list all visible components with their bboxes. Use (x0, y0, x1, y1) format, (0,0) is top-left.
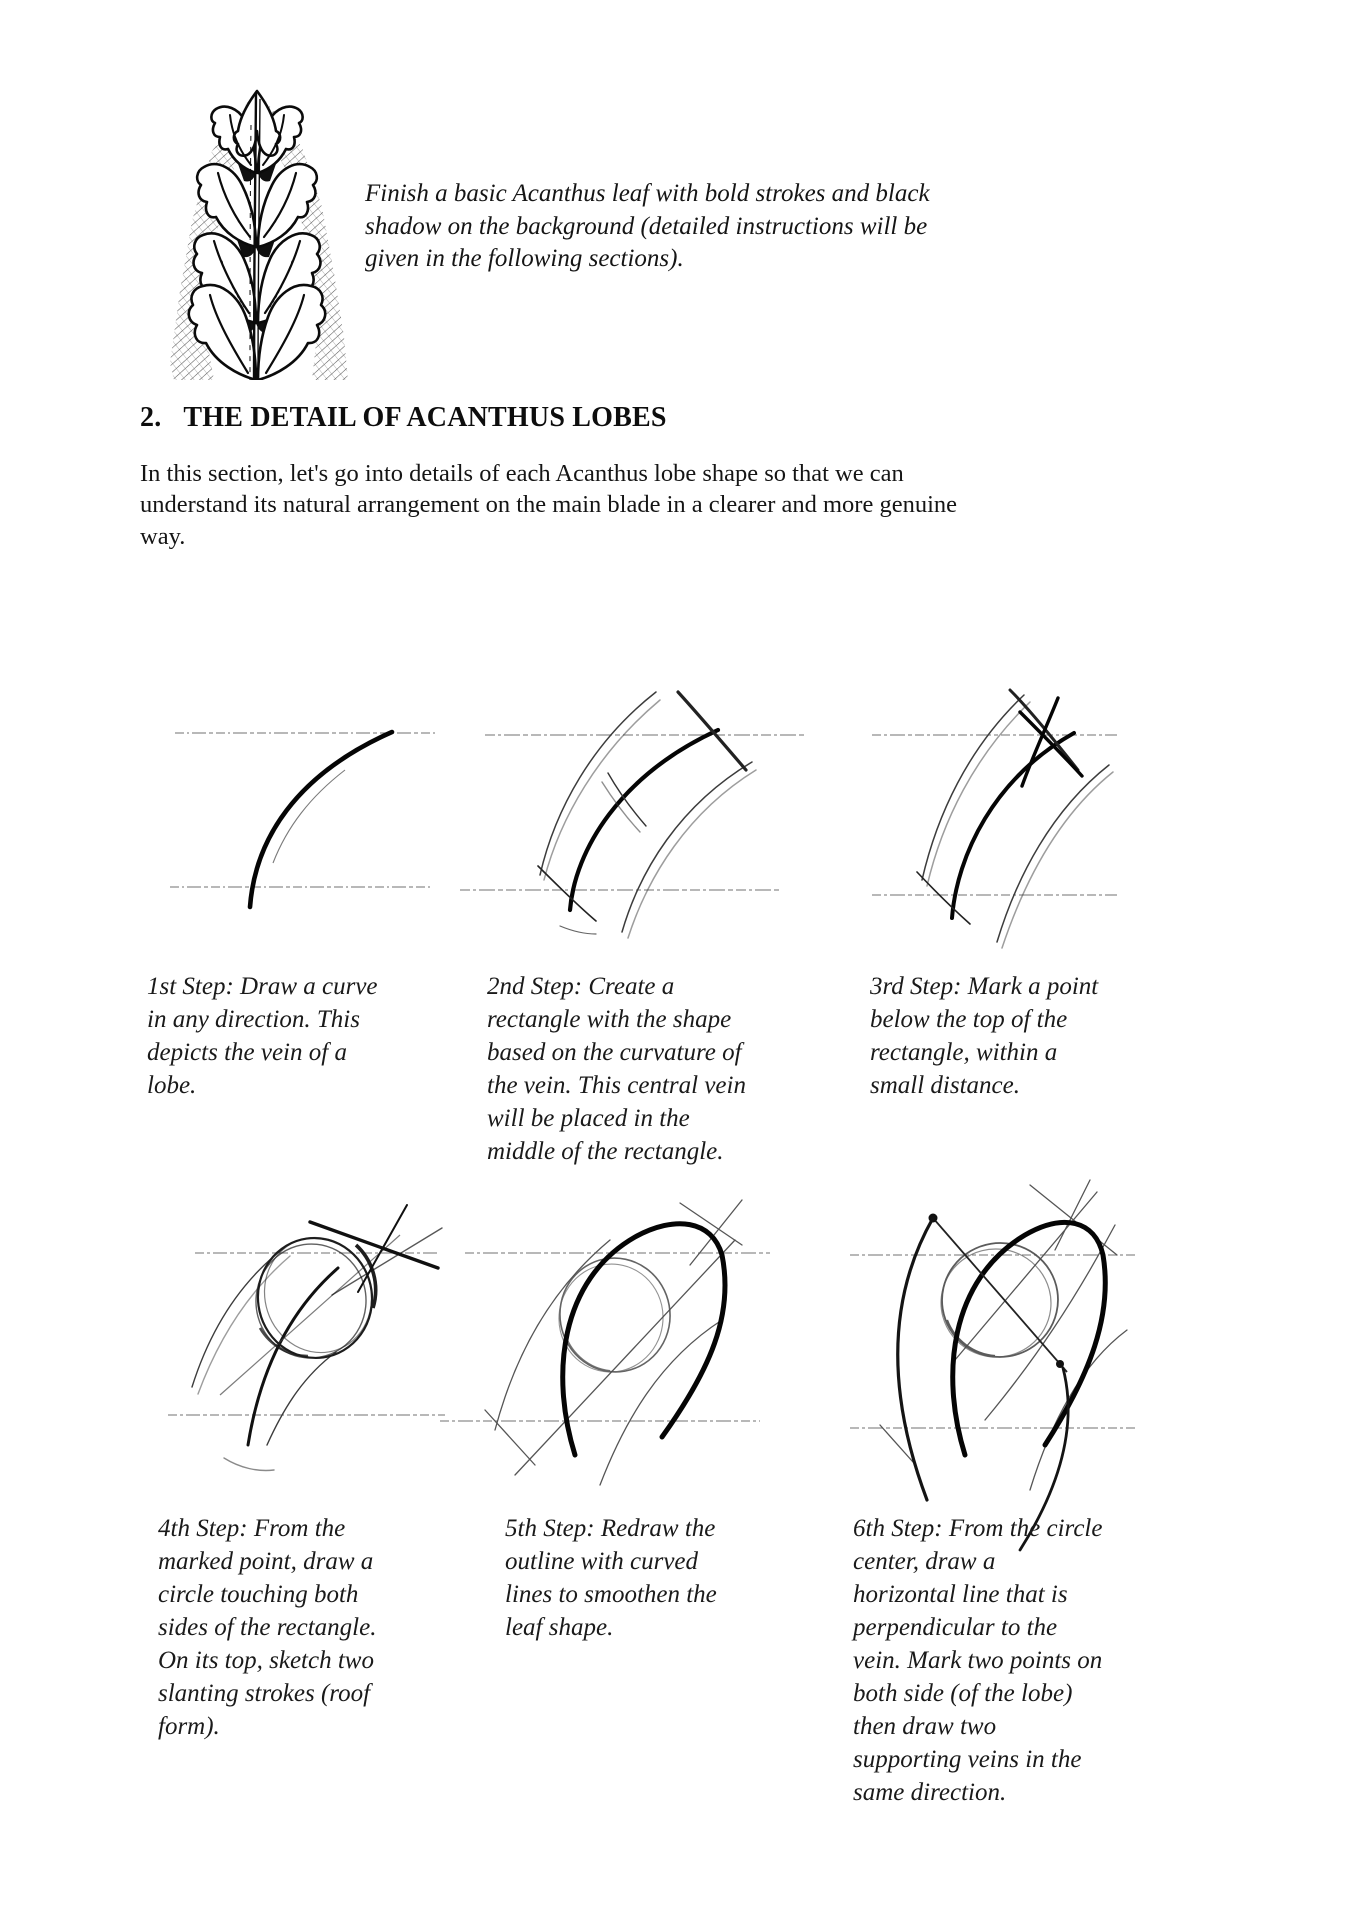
rectangle-sides (192, 1248, 336, 1471)
guidelines (440, 1253, 770, 1421)
guidelines (168, 1253, 445, 1415)
step3-figure (872, 650, 1117, 970)
step4-caption: 4th Step: From the marked point, draw a circle touching both sides of the rectangle. On its top, sketch two slanting strokes (roof form). (158, 1515, 377, 1740)
step4-figure (160, 1200, 450, 1500)
intro-paragraph: In this section, let's go into details of each Acanthus lobe shape so that we can understand its natural arrangement on the main blade in a clearer and more genuine way. (140, 460, 958, 550)
circle-sketch (250, 1223, 387, 1366)
supporting-veins (898, 1218, 1069, 1550)
guidelines (460, 735, 805, 890)
section-number: 2. (140, 402, 162, 433)
section-title: THE DETAIL OF ACANTHUS LOBES (183, 402, 667, 433)
step5-caption: 5th Step: Redraw the outline with curved lines to smoothen the leaf shape. (505, 1515, 717, 1641)
guidelines (850, 1255, 1135, 1428)
perpendicular-line-and-points (929, 1214, 1068, 1373)
guidelines (170, 733, 435, 887)
construction-lines (880, 1180, 1127, 1490)
rectangle-sides (922, 695, 1113, 948)
step2-figure (460, 670, 805, 970)
step1-figure (145, 715, 435, 965)
diagonal-line (220, 1235, 400, 1395)
step3-caption: 3rd Step: Mark a point below the top of the rectangle, within a small distance. (870, 973, 1099, 1099)
acanthus-leaf-drawing (150, 85, 365, 380)
leaf-outline (563, 1224, 725, 1455)
section-heading (140, 402, 667, 434)
rectangle-ends (917, 690, 1078, 924)
step6-figure (835, 1160, 1135, 1560)
acanthus-leaf-illustration (150, 85, 365, 380)
guidelines (872, 735, 1117, 895)
leaf-outline (953, 1222, 1106, 1455)
vein-curve (250, 732, 392, 907)
step2-caption: 2nd Step: Create a rectangle with the shape based on the curvature of the vein. This central vein will be placed in the middle of the rectangle. (487, 973, 746, 1165)
step6-caption: 6th Step: From the circle center, draw a horizontal line that is perpendicular to the vein. Mark two points on both side (of the lobe) then draw two supporting veins in the same direction. (853, 1515, 1103, 1806)
step1-caption: 1st Step: Draw a curve in any direction. This depicts the vein of a lobe. (147, 973, 378, 1099)
construction-lines (485, 1200, 742, 1485)
step5-figure (440, 1185, 770, 1515)
leaf-figure-caption: Finish a basic Acanthus leaf with bold strokes and black shadow on the background (detailed instructions will be given in the following sections). (365, 180, 930, 272)
